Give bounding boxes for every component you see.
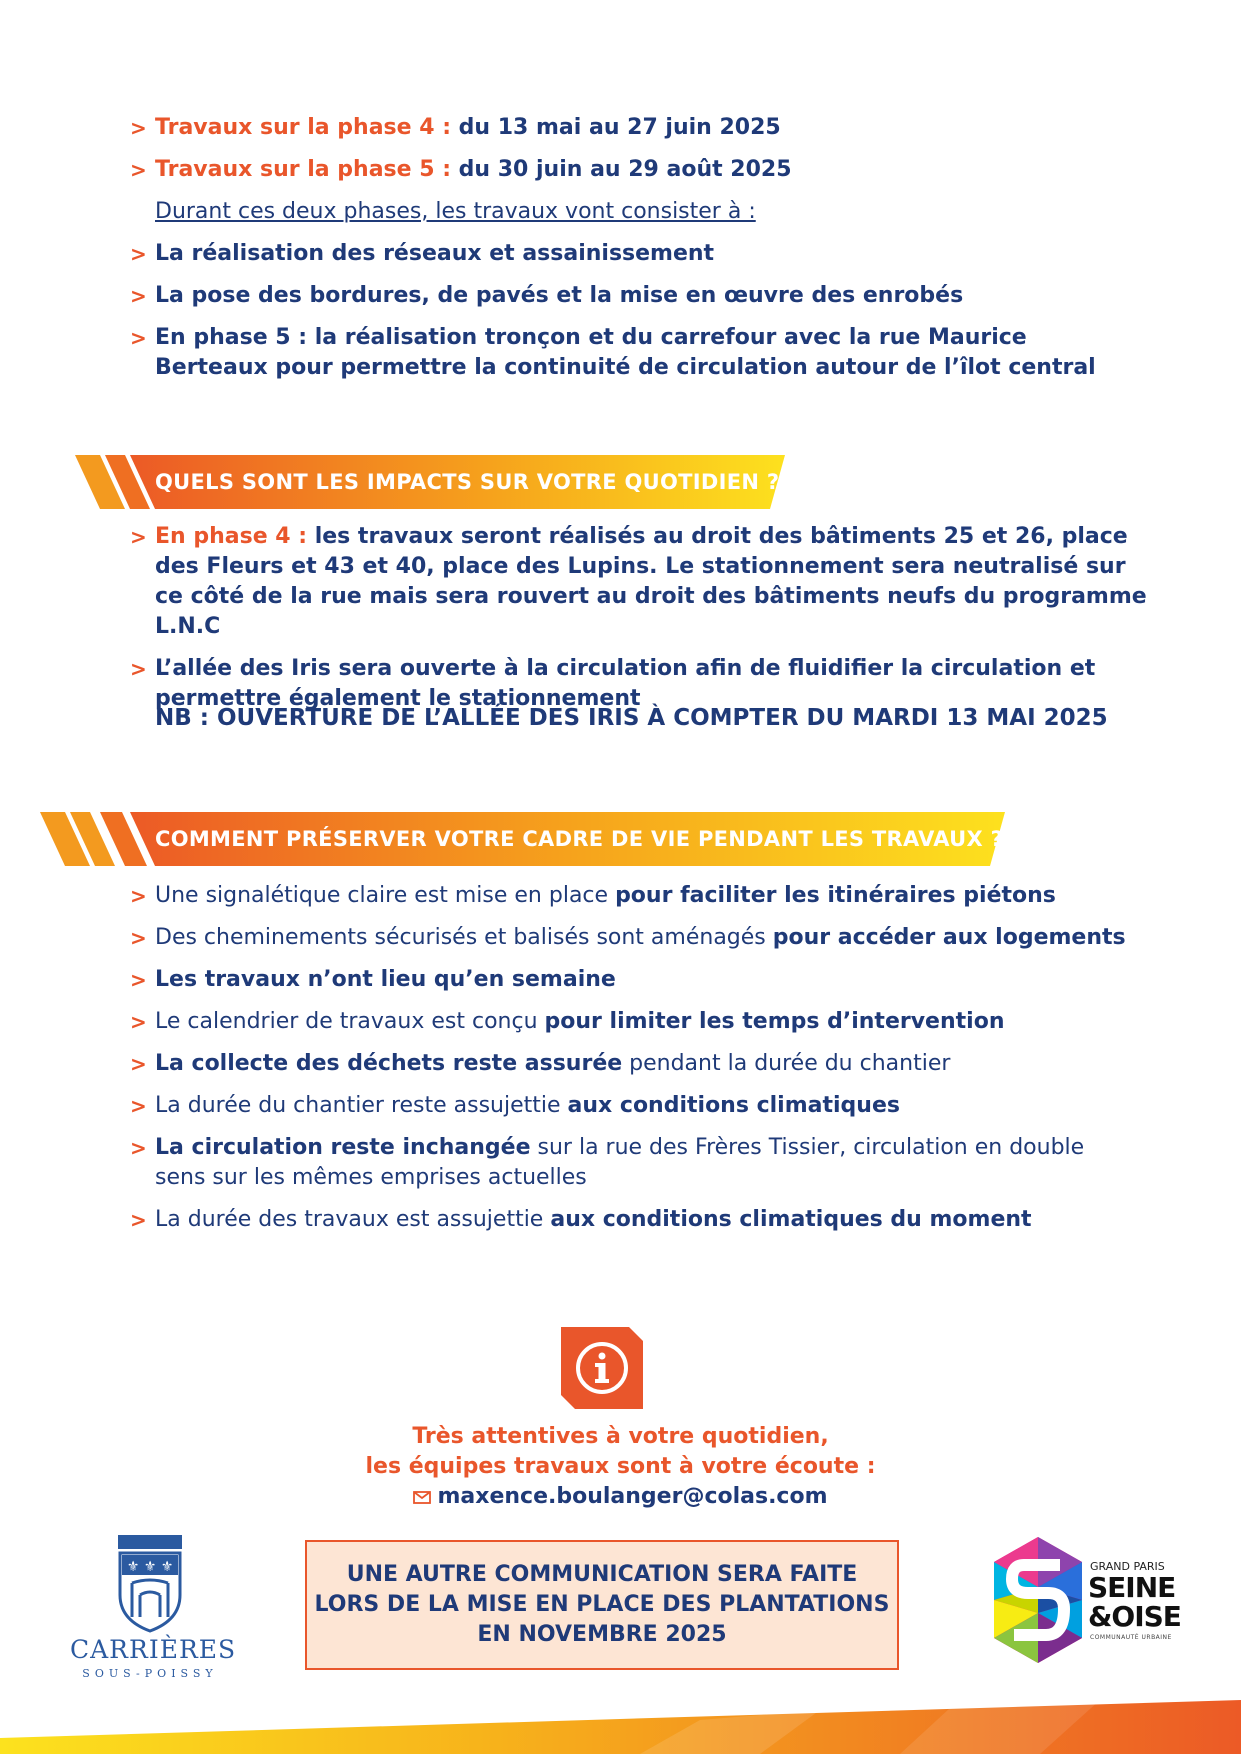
- gpseo-hexagon-icon: [990, 1535, 1086, 1665]
- list-item: [0, 522, 1241, 642]
- item-bold: pour limiter les temps d’intervention: [544, 1009, 1005, 1034]
- list-item: [0, 1049, 1241, 1079]
- info-icon: [561, 1327, 643, 1409]
- phases-intro-underline: Durant ces deux phases, les travaux vont consister à :: [155, 199, 756, 224]
- list-item: [0, 1205, 1241, 1235]
- coat-of-arms-icon: [70, 1535, 230, 1635]
- svg-text:⚜ ⚜ ⚜: ⚜ ⚜ ⚜: [126, 1559, 174, 1575]
- phase-dates: du 30 juin au 29 août 2025: [458, 157, 792, 182]
- item-text: La durée du chantier reste assujettie: [155, 1093, 568, 1118]
- item-bold: La circulation reste inchangée: [155, 1135, 531, 1160]
- impacts-list: [0, 522, 1241, 726]
- cadre-de-vie-list: [0, 881, 1241, 1247]
- notice-line: EN NOVEMBRE 2025: [477, 1622, 727, 1647]
- contact-block: [0, 1422, 1241, 1512]
- list-item: > La pose des bordures, de pavés et la mise en œuvre des enrobés: [0, 281, 1241, 311]
- logo-name: CARRIÈRES: [70, 1635, 237, 1664]
- item-text: Des cheminements sécurisés et balisés sont aménagés: [155, 925, 773, 950]
- phase-label: Travaux sur la phase 4 :: [155, 115, 459, 140]
- works-list: [0, 239, 1241, 395]
- list-item: [0, 1007, 1241, 1037]
- contact-line: les équipes travaux sont à votre écoute :: [365, 1454, 876, 1479]
- section-banner-impacts: [75, 455, 785, 509]
- section-banner-cadre-de-vie: [40, 812, 1005, 866]
- logo-line2: &OISE: [1088, 1600, 1181, 1633]
- phase-label: Travaux sur la phase 5 :: [155, 157, 459, 182]
- item-bold: aux conditions climatiques: [567, 1093, 900, 1118]
- item-text: pendant la durée du chantier: [622, 1051, 951, 1076]
- item-bold: Les travaux n’ont lieu qu’en semaine: [155, 967, 616, 992]
- item-bold: aux conditions climatiques du moment: [550, 1207, 1032, 1232]
- email-row: [0, 1482, 1241, 1512]
- logo-line1: SEINE: [1088, 1571, 1176, 1604]
- phase-dates: du 13 mai au 27 juin 2025: [458, 115, 781, 140]
- decorative-footer-band: [0, 1690, 1241, 1754]
- list-item: > En phase 5 : la réalisation tronçon et du carrefour avec la rue Maurice Berteaux pour permettre la continuité de circulation autour de l’îlot central: [0, 323, 1241, 383]
- list-item: [0, 965, 1241, 995]
- notice-line: UNE AUTRE COMMUNICATION SERA FAITE: [346, 1562, 858, 1587]
- phase-label: En phase 4 :: [155, 524, 315, 549]
- item-text: La durée des travaux est assujettie: [155, 1207, 551, 1232]
- phase-list: [0, 113, 1241, 197]
- list-item: [0, 155, 1241, 185]
- item-bold: La collecte des déchets reste assurée: [155, 1051, 623, 1076]
- gpseo-logo: [990, 1535, 1181, 1665]
- list-item: > La réalisation des réseaux et assainissement: [0, 239, 1241, 269]
- nb-notice: NB : OUVERTURE DE L’ALLÉE DES IRIS À COMPTER DU MARDI 13 MAI 2025: [155, 705, 1108, 731]
- section-title: COMMENT PRÉSERVER VOTRE CADRE DE VIE PENDANT LES TRAVAUX ?: [155, 827, 1004, 851]
- list-item: > L’allée des Iris sera ouverte à la circulation afin de fluidifier la circulation et permettre également le stationnement: [0, 654, 1241, 714]
- notice-line: LORS DE LA MISE EN PLACE DES PLANTATIONS: [314, 1592, 890, 1617]
- item-text: sur la rue des Frères Tissier, circulation en double sens sur les mêmes emprises actuelles: [155, 1135, 1085, 1190]
- notice-box: [305, 1540, 899, 1670]
- section-title: QUELS SONT LES IMPACTS SUR VOTRE QUOTIDIEN ?: [155, 470, 780, 494]
- item-text: les travaux seront réalisés au droit des bâtiments 25 et 26, place des Fleurs et 43 et 40, place des Lupins. Le stationnement sera neutralisé sur ce côté de la rue mais sera rouvert au droit des bâtiments neufs du programme L.N.C: [155, 524, 1147, 639]
- logo-top-text: GRAND PARIS: [1090, 1560, 1165, 1573]
- list-item: [0, 1133, 1241, 1193]
- logo-bottom-text: COMMUNAUTÉ URBAINE: [1090, 1634, 1172, 1641]
- logo-subtitle: SOUS-POISSY: [82, 1667, 218, 1680]
- mail-icon: [413, 1491, 431, 1504]
- email-link[interactable]: maxence.boulanger@colas.com: [437, 1484, 828, 1509]
- list-item: [0, 113, 1241, 143]
- item-bold: pour faciliter les itinéraires piétons: [615, 883, 1056, 908]
- item-bold: pour accéder aux logements: [772, 925, 1126, 950]
- list-item: [0, 1091, 1241, 1121]
- carrieres-logo: [70, 1535, 237, 1685]
- list-item: [0, 881, 1241, 911]
- contact-line: Très attentives à votre quotidien,: [412, 1424, 829, 1449]
- list-item: [0, 923, 1241, 953]
- item-text: Une signalétique claire est mise en place: [155, 883, 616, 908]
- item-text: Le calendrier de travaux est conçu: [155, 1009, 545, 1034]
